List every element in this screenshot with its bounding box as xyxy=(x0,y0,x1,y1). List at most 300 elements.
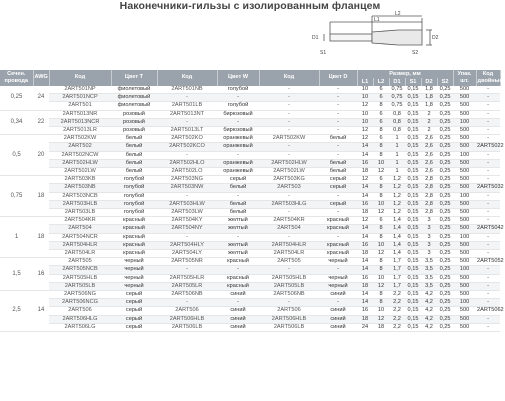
table-cell: розовый xyxy=(111,118,157,126)
table-cell: 500 xyxy=(453,86,476,94)
table-cell: 2,8 xyxy=(421,209,437,217)
table-cell: 8 xyxy=(373,192,389,200)
table-cell: 0,15 xyxy=(405,86,421,94)
table-cell: 2ART5013NCR xyxy=(49,118,111,126)
table-row xyxy=(0,200,500,208)
header-code-t: Код xyxy=(49,70,111,86)
table-cell: 500 xyxy=(453,168,476,176)
table-cell: - xyxy=(476,233,500,241)
table-cell: 0,15 xyxy=(405,217,421,225)
table-cell: 0,15 xyxy=(405,102,421,110)
table-cell: голубой xyxy=(111,184,157,192)
table-cell: - xyxy=(476,250,500,258)
table-cell: 0,8 xyxy=(389,110,405,118)
table-row xyxy=(0,118,500,126)
table-cell: 12 xyxy=(373,282,389,290)
table-cell: 2,6 xyxy=(421,168,437,176)
table-row xyxy=(0,176,500,184)
table-cell: серый xyxy=(111,299,157,307)
table-cell: 2ART506NG xyxy=(49,291,111,299)
table-row xyxy=(0,250,500,258)
table-cell: 2ART506HLB xyxy=(157,315,217,323)
table-cell: 500 xyxy=(453,200,476,208)
table-cell: синий xyxy=(217,323,259,331)
table-cell: 2ART505LR xyxy=(157,282,217,290)
table-cell: - xyxy=(259,299,319,307)
table-cell: - xyxy=(319,143,357,151)
table-cell: 2ART501 xyxy=(49,102,111,110)
table-cell: 2ART501LB xyxy=(157,102,217,110)
table-cell: 2ART506LB xyxy=(157,323,217,331)
table-cell: 8 xyxy=(373,266,389,274)
table-cell: синий xyxy=(217,315,259,323)
table-cell: 500 xyxy=(453,135,476,143)
table-cell: 1,4 xyxy=(389,233,405,241)
table-cell: желтый xyxy=(217,225,259,233)
table-cell: 0,25 xyxy=(437,184,453,192)
table-cell: 500 xyxy=(453,159,476,167)
table-cell: 2ART502HLW xyxy=(259,159,319,167)
header-awg: AWG xyxy=(33,70,49,86)
table-cell: - xyxy=(319,94,357,102)
table-cell: 3 xyxy=(421,217,437,225)
table-cell: 1,7 xyxy=(389,266,405,274)
table-cell: 10 xyxy=(357,86,373,94)
table-cell: 2ART504 xyxy=(49,225,111,233)
table-cell: 2ART503HLB xyxy=(49,200,111,208)
table-cell: белый xyxy=(217,209,259,217)
table-cell: 3,5 xyxy=(421,274,437,282)
table-cell: 0,15 xyxy=(405,209,421,217)
table-cell: 2ART506NB xyxy=(259,291,319,299)
table-cell: 2ART5052 xyxy=(477,258,504,265)
table-cell: 16 xyxy=(357,274,373,282)
table-row xyxy=(0,209,500,217)
table-cell: 2ART5032 xyxy=(477,184,504,191)
table-cell: 1,4 xyxy=(389,241,405,249)
table-cell: 500 xyxy=(453,291,476,299)
table-cell: 0,25 xyxy=(437,135,453,143)
table-cell: 0,75 xyxy=(389,86,405,94)
table-cell: 6 xyxy=(373,135,389,143)
table-cell: 3 xyxy=(421,241,437,249)
table-cell: оранжевый xyxy=(217,135,259,143)
table-cell: красный xyxy=(111,233,157,241)
table-cell: 2ART502HLO xyxy=(157,159,217,167)
table-cell: 500 xyxy=(453,184,476,192)
table-cell: 0,15 xyxy=(405,135,421,143)
table-cell: 0,15 xyxy=(405,299,421,307)
table-cell: 100 xyxy=(453,266,476,274)
table-row xyxy=(0,86,500,94)
table-cell: серый xyxy=(111,291,157,299)
table-cell: 100 xyxy=(453,118,476,126)
table-cell: 500 xyxy=(453,143,476,151)
table-cell: 2ART504LY xyxy=(157,250,217,258)
table-cell: 0,15 xyxy=(405,282,421,290)
table-cell: 2,8 xyxy=(421,184,437,192)
table-cell: 2ART503NW xyxy=(157,184,217,192)
table-cell: 12 xyxy=(373,209,389,217)
table-cell: 2,8 xyxy=(421,176,437,184)
table-cell: 2ART502NCW xyxy=(49,151,111,159)
table-cell: - xyxy=(476,192,500,200)
header-section: Сечен. провода xyxy=(0,70,33,86)
table-cell: 2ART506LB xyxy=(259,323,319,331)
table-cell: 2ART504HLR xyxy=(49,241,111,249)
header-code-w: Код xyxy=(157,70,217,86)
table-cell: 2,2 xyxy=(389,299,405,307)
cell-section: 1 xyxy=(0,217,33,258)
table-cell: 14 xyxy=(357,258,373,266)
cell-awg: 16 xyxy=(33,258,49,291)
table-cell: 0,15 xyxy=(405,143,421,151)
table-cell: - xyxy=(259,94,319,102)
table-cell: 0,25 xyxy=(437,192,453,200)
table-cell: - xyxy=(157,151,217,159)
table-cell: оранжевый xyxy=(217,143,259,151)
table-cell: - xyxy=(319,151,357,159)
cell-awg: 18 xyxy=(33,176,49,217)
table-cell: 0,15 xyxy=(405,151,421,159)
table-cell: 6 xyxy=(373,94,389,102)
table-cell: голубой xyxy=(217,86,259,94)
table-cell: 14 xyxy=(357,151,373,159)
table-cell: 2ART503NCB xyxy=(49,192,111,200)
header-dim: S2 xyxy=(437,78,453,86)
table-cell: 4,2 xyxy=(421,323,437,331)
cell-awg: 20 xyxy=(33,135,49,176)
table-cell: фиолетовый xyxy=(111,102,157,110)
table-cell: 2ART506LG xyxy=(49,323,111,331)
table-cell: 0,8 xyxy=(389,118,405,126)
table-cell: - xyxy=(476,209,500,217)
label-L2: L2 xyxy=(395,11,401,17)
table-cell: 12 xyxy=(357,176,373,184)
table-cell: 2ART505HLR xyxy=(157,274,217,282)
table-cell: - xyxy=(319,233,357,241)
table-cell: 500 xyxy=(453,241,476,249)
header-size: Размер, мм xyxy=(357,70,453,78)
table-cell: 2ART501NP xyxy=(49,86,111,94)
table-cell: 2,6 xyxy=(421,143,437,151)
table-cell: 2ART504KR xyxy=(259,217,319,225)
table-cell: синий xyxy=(319,307,357,315)
table-cell: - xyxy=(259,86,319,94)
table-cell: черный xyxy=(319,282,357,290)
table-cell: 1,4 xyxy=(389,217,405,225)
table-cell: 10 xyxy=(357,94,373,102)
table-cell: 2ART506 xyxy=(49,307,111,315)
table-cell: 2,2 xyxy=(389,307,405,315)
table-cell: 6 xyxy=(373,110,389,118)
table-cell: 0,25 xyxy=(437,282,453,290)
table-cell: 10 xyxy=(373,241,389,249)
ferrule-diagram xyxy=(300,12,440,62)
table-cell: 1,7 xyxy=(389,282,405,290)
table-cell: 1,2 xyxy=(389,184,405,192)
table-cell: голубой xyxy=(217,102,259,110)
table-cell: синий xyxy=(217,291,259,299)
table-cell: 0,15 xyxy=(405,192,421,200)
table-cell: - xyxy=(217,118,259,126)
table-cell: 2ART502KO xyxy=(157,135,217,143)
table-cell: 0,15 xyxy=(405,250,421,258)
table-row xyxy=(0,192,500,200)
table-cell: красный xyxy=(319,225,357,233)
table-cell: 2ART502LW xyxy=(259,168,319,176)
table-cell: бирюзовый xyxy=(217,127,259,135)
table-cell: голубой xyxy=(111,192,157,200)
table-cell: - xyxy=(217,94,259,102)
table-cell: 2ART503 xyxy=(259,184,319,192)
table-cell: фиолетовый xyxy=(111,86,157,94)
table-cell: 14 xyxy=(357,291,373,299)
table-cell: 0,15 xyxy=(405,225,421,233)
table-cell: 0,15 xyxy=(405,274,421,282)
table-cell: 0,15 xyxy=(405,176,421,184)
table-cell: 18 xyxy=(357,250,373,258)
table-cell: - xyxy=(157,192,217,200)
table-cell: 0,25 xyxy=(437,217,453,225)
table-cell: черный xyxy=(319,274,357,282)
table-cell: 0,75 xyxy=(389,102,405,110)
table-cell: 1 xyxy=(389,168,405,176)
table-cell: - xyxy=(476,110,500,118)
table-cell: 0,25 xyxy=(437,159,453,167)
table-cell: красный xyxy=(217,258,259,266)
table-cell: 0,15 xyxy=(405,307,421,315)
table-row xyxy=(0,315,500,323)
table-cell: - xyxy=(319,110,357,118)
table-cell: 2ART5013NT xyxy=(157,110,217,118)
table-cell: 0,25 xyxy=(437,274,453,282)
table-cell: красный xyxy=(111,225,157,233)
table-cell: 0,25 xyxy=(437,315,453,323)
table-cell: 10 xyxy=(373,274,389,282)
table-cell: 2ART503KG xyxy=(259,176,319,184)
table-cell: 1,7 xyxy=(389,258,405,266)
table-cell: 4,2 xyxy=(421,315,437,323)
header-dim: L1 xyxy=(357,78,373,86)
table-cell: 2ART504LR xyxy=(259,250,319,258)
table-row xyxy=(0,307,500,315)
table-cell: 2ART5042 xyxy=(477,225,504,232)
table-cell: 500 xyxy=(453,110,476,118)
table-cell: - xyxy=(319,266,357,274)
table-row xyxy=(0,168,500,176)
table-cell: белый xyxy=(319,135,357,143)
table-cell: 2ART501NCP xyxy=(49,94,111,102)
table-cell: 0,15 xyxy=(405,94,421,102)
table-cell: - xyxy=(319,127,357,135)
table-cell: 500 xyxy=(453,217,476,225)
table-cell: 14 xyxy=(357,192,373,200)
table-cell: 2ART502KCO xyxy=(157,143,217,151)
table-cell: 1,2 xyxy=(389,209,405,217)
table-cell: красный xyxy=(217,274,259,282)
table-cell: 0,25 xyxy=(437,127,453,135)
table-cell: 8 xyxy=(373,127,389,135)
table-cell: 500 xyxy=(453,102,476,110)
table-cell: 4,2 xyxy=(421,291,437,299)
table-row xyxy=(0,266,500,274)
table-cell: - xyxy=(476,299,500,307)
table-cell: 18 xyxy=(373,323,389,331)
table-cell: 0,15 xyxy=(405,184,421,192)
table-row xyxy=(0,94,500,102)
table-cell: - xyxy=(476,274,500,282)
table-cell: 0,25 xyxy=(437,241,453,249)
table-cell: 0,25 xyxy=(437,209,453,217)
table-cell: 2ART503LW xyxy=(157,209,217,217)
table-cell: 3 xyxy=(421,233,437,241)
label-L1: L1 xyxy=(374,17,380,23)
table-cell: 2ART506HLB xyxy=(259,315,319,323)
table-cell: белый xyxy=(111,143,157,151)
table-cell: 0,25 xyxy=(437,176,453,184)
table-cell: - xyxy=(259,127,319,135)
table-cell: 6 xyxy=(373,176,389,184)
header-dual: Код двойные* xyxy=(477,71,505,84)
header-color-d: Цвет D xyxy=(319,70,357,86)
table-cell: бирюзовый xyxy=(217,110,259,118)
table-row xyxy=(0,159,500,167)
table-cell: 2,2 xyxy=(389,323,405,331)
table-cell: 2ART504HLY xyxy=(157,241,217,249)
table-cell: 1,2 xyxy=(389,192,405,200)
table-cell: розовый xyxy=(111,110,157,118)
table-cell: - xyxy=(476,315,500,323)
table-cell: 2ART506 xyxy=(259,307,319,315)
table-cell: 0,15 xyxy=(405,233,421,241)
table-row xyxy=(0,282,500,290)
table-row xyxy=(0,233,500,241)
label-S2: S2 xyxy=(412,50,419,56)
cell-section: 0,34 xyxy=(0,110,33,135)
table-cell: синий xyxy=(319,323,357,331)
table-cell: 2ART504KR xyxy=(49,217,111,225)
table-cell: - xyxy=(217,266,259,274)
table-cell: - xyxy=(476,118,500,126)
table-cell: 2ART504 xyxy=(259,225,319,233)
table-cell: - xyxy=(157,233,217,241)
table-cell: 8 xyxy=(373,143,389,151)
cell-section: 0,75 xyxy=(0,176,33,217)
table-cell: желтый xyxy=(217,241,259,249)
table-cell: голубой xyxy=(111,176,157,184)
table-cell: 6 xyxy=(373,217,389,225)
table-cell: 0,15 xyxy=(405,258,421,266)
table-cell: 2ART503NG xyxy=(157,176,217,184)
table-cell: 0,15 xyxy=(405,241,421,249)
table-cell: 2ART504HLR xyxy=(259,241,319,249)
table-cell: синий xyxy=(319,315,357,323)
table-cell: 0,15 xyxy=(405,200,421,208)
table-cell: 10 xyxy=(373,200,389,208)
table-cell: - xyxy=(217,233,259,241)
table-cell: - xyxy=(476,102,500,110)
table-cell: черный xyxy=(111,266,157,274)
table-cell: черный xyxy=(111,258,157,266)
table-cell: черный xyxy=(111,274,157,282)
table-row xyxy=(0,241,500,249)
table-cell: серый xyxy=(319,176,357,184)
table-cell: 12 xyxy=(373,168,389,176)
table-cell: оранжевый xyxy=(217,159,259,167)
table-cell: 2ART506 xyxy=(157,307,217,315)
table-cell: - xyxy=(319,118,357,126)
table-cell: 2ART502LW xyxy=(49,168,111,176)
table-cell: 500 xyxy=(453,258,476,266)
table-row xyxy=(0,225,500,233)
table-cell: 8 xyxy=(373,291,389,299)
table-cell: оранжевый xyxy=(217,168,259,176)
table-cell: 500 xyxy=(453,315,476,323)
table-cell: 2,8 xyxy=(421,200,437,208)
table-cell: 6 xyxy=(373,118,389,126)
table-cell: - xyxy=(157,299,217,307)
table-cell: - xyxy=(476,151,500,159)
table-cell: - xyxy=(259,118,319,126)
table-cell: 12 xyxy=(357,217,373,225)
table-cell: 18 xyxy=(357,315,373,323)
table-cell: 2ART505HLB xyxy=(259,274,319,282)
table-cell: - xyxy=(259,143,319,151)
table-cell: - xyxy=(259,102,319,110)
table-cell: 0,25 xyxy=(437,250,453,258)
table-cell: 0,15 xyxy=(405,291,421,299)
table-cell: 1,2 xyxy=(389,176,405,184)
table-cell: 14 xyxy=(357,143,373,151)
table-cell: 8 xyxy=(373,151,389,159)
table-cell: 12 xyxy=(373,315,389,323)
table-cell: фиолетовый xyxy=(111,94,157,102)
table-cell: 12 xyxy=(357,135,373,143)
cell-awg: 22 xyxy=(33,110,49,135)
table-cell: белый xyxy=(111,168,157,176)
table-cell: 2ART504LR xyxy=(49,250,111,258)
table-cell: 0,15 xyxy=(405,159,421,167)
table-cell: серый xyxy=(319,200,357,208)
cell-awg: 14 xyxy=(33,291,49,332)
table-cell: красный xyxy=(319,241,357,249)
table-cell: 2ART506NB xyxy=(157,291,217,299)
table-cell: - xyxy=(476,86,500,94)
table-cell: - xyxy=(319,86,357,94)
table-cell: желтый xyxy=(217,217,259,225)
table-cell: 3,5 xyxy=(421,266,437,274)
cell-section: 0,5 xyxy=(0,135,33,176)
table-cell: 18 xyxy=(357,209,373,217)
table-cell: 0,25 xyxy=(437,143,453,151)
table-cell: 0,75 xyxy=(389,94,405,102)
table-cell: голубой xyxy=(111,200,157,208)
table-cell: 1,4 xyxy=(389,225,405,233)
table-cell: - xyxy=(259,233,319,241)
table-cell: 0,25 xyxy=(437,258,453,266)
table-cell: синий xyxy=(319,291,357,299)
table-cell: - xyxy=(476,200,500,208)
table-cell: 0,15 xyxy=(405,168,421,176)
table-cell: 10 xyxy=(373,307,389,315)
table-cell: 8 xyxy=(373,258,389,266)
table-cell: 0,25 xyxy=(437,291,453,299)
table-cell: 1 xyxy=(389,159,405,167)
header-dim: S1 xyxy=(405,78,421,86)
table-row xyxy=(0,135,500,143)
table-cell: 1,8 xyxy=(421,102,437,110)
